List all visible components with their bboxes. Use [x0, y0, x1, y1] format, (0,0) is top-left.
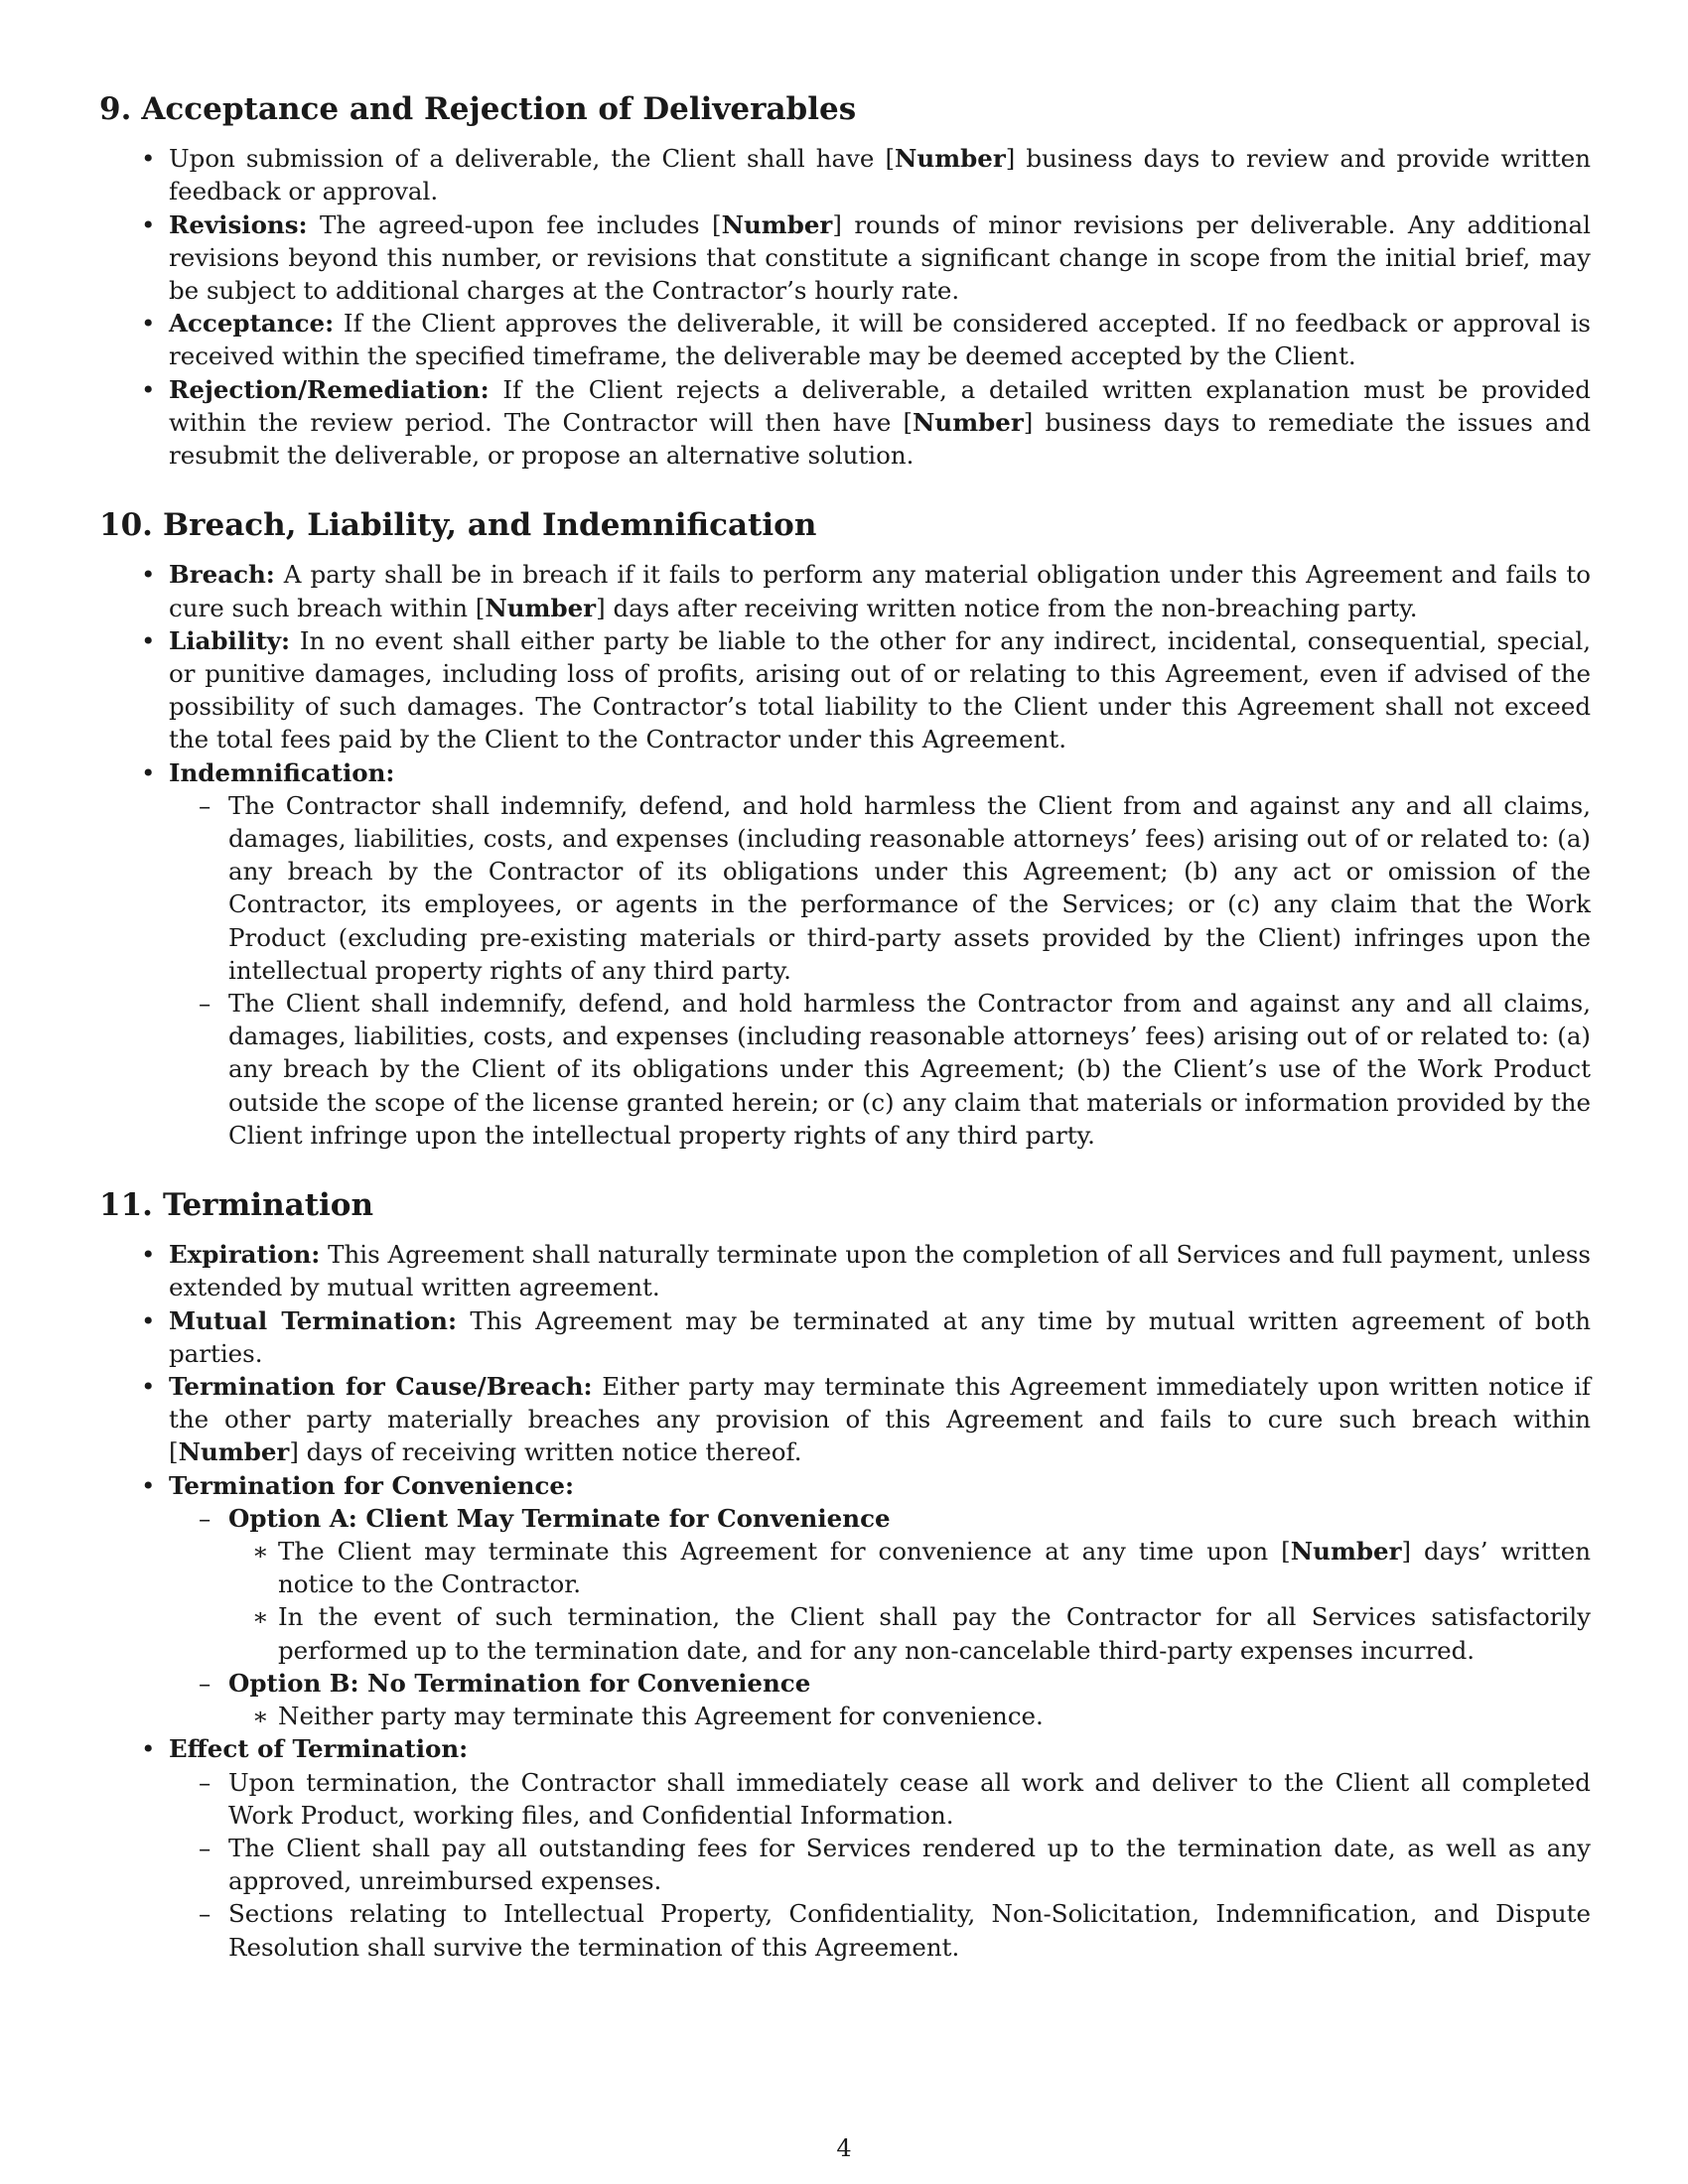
placeholder-number: Number — [895, 144, 1006, 174]
list-item — [169, 1732, 1591, 1963]
bullet-list — [99, 558, 1591, 1152]
placeholder-number: Number — [178, 1437, 290, 1467]
item-label: Rejection/Remediation: — [169, 374, 490, 404]
sub-sub-list — [228, 1700, 1591, 1732]
page-number: 4 — [836, 2134, 852, 2162]
option-label: Option A: Client May Terminate for Convenience — [228, 1503, 891, 1533]
sub-list-item: – The Client shall pay all outstanding fees for Services rendered up to the termination date, as well as any approved, unreimbursed expenses. — [228, 1832, 1591, 1897]
sub-list-item — [228, 1667, 1591, 1732]
option-label: Option B: No Termination for Convenience — [228, 1668, 811, 1698]
item-label: Breach: — [169, 560, 275, 590]
section-title: Breach, Liability, and Indemnification — [162, 507, 817, 544]
list-item: • Termination for Cause/Breach: Either party may terminate this Agreement immediately upon written notice if the other party materially breaches any provision of this Agreement and fails to cure such breach within [Number] days of receiving written notice thereof. — [169, 1370, 1591, 1469]
sub-list-item: – The Contractor shall indemnify, defend, and hold harmless the Client from and against any and all claims, damages, liabilities, costs, and expenses (including reasonable attorneys’ fees) arising out of or related to: (a) any breach by the Contractor of its obligations under this Agreement; (b) any act or omission of the Contractor, its employees, or agents in the performance of the Services; or (c) any claim that the Work Product (excluding pre-existing materials or third-party assets provided by the Client) infringes upon the intellectual property rights of any third party. — [228, 789, 1591, 987]
document-page — [99, 91, 1591, 1999]
list-item: • Mutual Termination: This Agreement may be terminated at any time by mutual written agreement of both parties. — [169, 1304, 1591, 1370]
section-9 — [99, 91, 1591, 472]
item-label: Termination for Convenience: — [169, 1470, 575, 1500]
item-label: Revisions: — [169, 209, 308, 239]
placeholder-number: Number — [721, 209, 833, 239]
section-heading — [99, 507, 1591, 544]
section-heading — [99, 91, 1591, 128]
sub-list — [169, 789, 1591, 1152]
section-number: 11. — [99, 1187, 153, 1224]
section-title: Termination — [162, 1187, 374, 1224]
sub-sub-list-item: ∗ Neither party may terminate this Agreement for convenience. — [278, 1700, 1591, 1732]
section-number: 9. — [99, 91, 132, 127]
sub-list — [169, 1502, 1591, 1732]
list-item: • Acceptance: If the Client approves the deliverable, it will be considered accepted. If no feedback or approval is received within the specified timeframe, the deliverable may be deemed accepted by the Client. — [169, 307, 1591, 372]
sub-list-item: – The Client shall indemnify, defend, and hold harmless the Contractor from and against any and all claims, damages, liabilities, costs, and expenses (including reasonable attorneys’ fees) arising out of or related to: (a) any breach by the Client of its obligations under this Agreement; (b) the Client’s use of the Work Product outside the scope of the license granted herein; or (c) any claim that materials or information provided by the Client infringe upon the intellectual property rights of any third party. — [228, 987, 1591, 1152]
placeholder-number: Number — [913, 407, 1024, 437]
item-label: Termination for Cause/Breach: — [169, 1372, 593, 1402]
item-label: Indemnification: — [169, 757, 395, 787]
list-item — [169, 1469, 1591, 1733]
sub-sub-list-item: ∗ In the event of such termination, the Client shall pay the Contractor for all Services satisfactorily performed up to the termination date, and for any non-cancelable third-party expenses incurred. — [278, 1600, 1591, 1666]
sub-sub-list — [228, 1535, 1591, 1667]
list-item: • Revisions: The agreed-upon fee includes [Number] rounds of minor revisions per deliverable. Any additional revisions beyond this number, or revisions that constitute a significant change in scope from the initial brief, may be subject to additional charges at the Contractor’s hourly rate. — [169, 208, 1591, 308]
sub-list-item: – Upon termination, the Contractor shall immediately cease all work and deliver to the Client all completed Work Product, working files, and Confidential Information. — [228, 1766, 1591, 1832]
bullet-list — [99, 142, 1591, 472]
placeholder-number: Number — [485, 593, 597, 622]
section-11 — [99, 1187, 1591, 1964]
sub-list — [169, 1766, 1591, 1964]
list-item: • Liability: In no event shall either party be liable to the other for any indirect, incidental, consequential, special, or punitive damages, including loss of profits, arising out of or relating to this Agreement, even if advised of the possibility of such damages. The Contractor’s total liability to the Client under this Agreement shall not exceed the total fees paid by the Client to the Contractor under this Agreement. — [169, 624, 1591, 756]
list-item: • Expiration: This Agreement shall naturally terminate upon the completion of all Services and full payment, unless extended by mutual written agreement. — [169, 1238, 1591, 1303]
sub-sub-list-item: ∗ The Client may terminate this Agreement for convenience at any time upon [Number] days’ written notice to the Contractor. — [278, 1535, 1591, 1600]
sub-list-item — [228, 1502, 1591, 1667]
placeholder-number: Number — [1290, 1537, 1402, 1567]
section-number: 10. — [99, 507, 153, 544]
list-item: • Rejection/Remediation: If the Client rejects a deliverable, a detailed written explanation must be provided within the review period. The Contractor will then have [Number] business days to remediate the issues and resubmit the deliverable, or propose an alternative solution. — [169, 373, 1591, 473]
list-item: • Breach: A party shall be in breach if it fails to perform any material obligation under this Agreement and fails to cure such breach within [Number] days after receiving written notice from the non-breaching party. — [169, 558, 1591, 623]
item-label: Liability: — [169, 625, 291, 655]
sub-list-item: – Sections relating to Intellectual Property, Confidentiality, Non-Solicitation, Indemnification, and Dispute Resolution shall survive the termination of this Agreement. — [228, 1897, 1591, 1963]
bullet-list — [99, 1238, 1591, 1963]
section-10 — [99, 507, 1591, 1152]
item-label: Acceptance: — [169, 309, 335, 339]
list-item: • Upon submission of a deliverable, the Client shall have [Number] business days to review and provide written feedback or approval. — [169, 142, 1591, 207]
item-label: Effect of Termination: — [169, 1734, 469, 1764]
item-label: Expiration: — [169, 1240, 321, 1270]
list-item — [169, 756, 1591, 1152]
section-title: Acceptance and Rejection of Deliverables — [141, 91, 857, 127]
item-label: Mutual Termination: — [169, 1305, 458, 1335]
section-heading — [99, 1187, 1591, 1224]
